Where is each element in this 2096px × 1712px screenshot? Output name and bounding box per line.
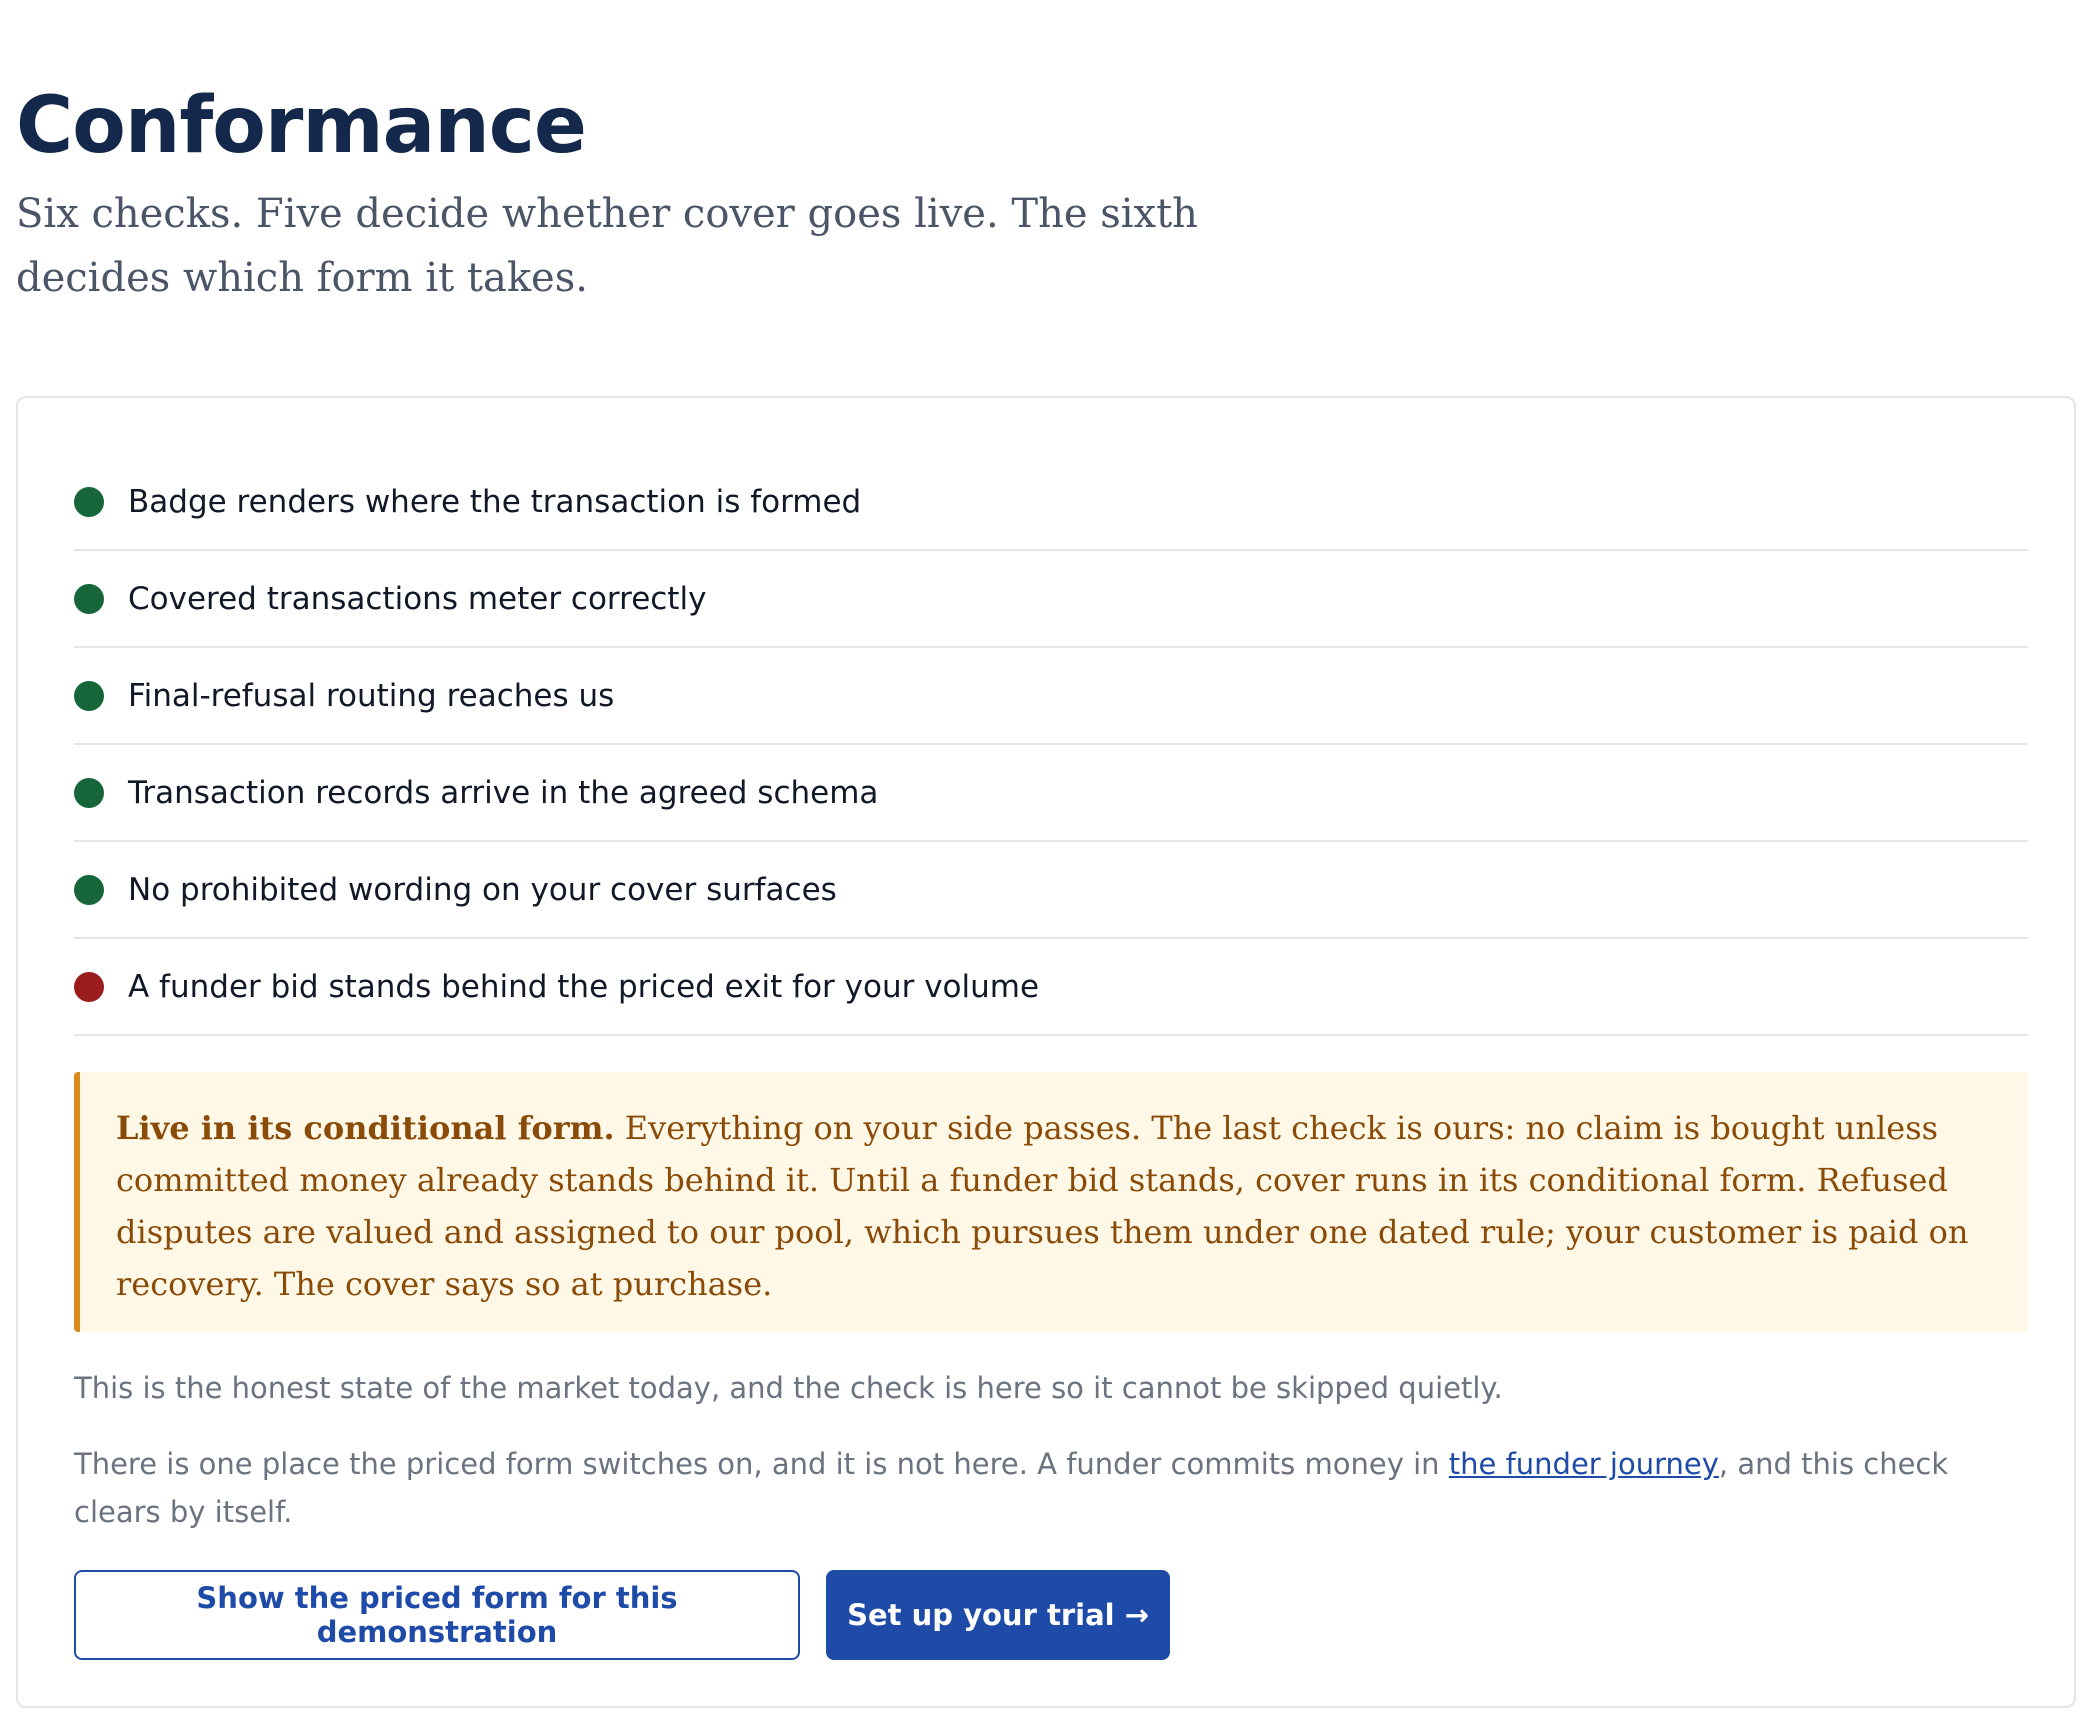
check-label: Final-refusal routing reaches us — [128, 677, 615, 714]
page-subtitle: Six checks. Five decide whether cover goes live. The sixth decides which form it takes. — [16, 191, 1198, 301]
check-item-badge-renders — [74, 454, 2028, 551]
check-label: A funder bid stands behind the priced exit for your volume — [128, 968, 1040, 1005]
check-label: No prohibited wording on your cover surfaces — [128, 871, 837, 908]
conformance-page — [16, 0, 2080, 1649]
show-priced-form-button[interactable] — [74, 1570, 800, 1660]
pass-status-icon — [74, 584, 104, 614]
pass-status-icon — [74, 487, 104, 517]
check-item-final-refusal-routing — [74, 648, 2028, 745]
arrow-right-icon: → — [1124, 1598, 1149, 1632]
notice-heading: Live in its conditional form. — [116, 1109, 615, 1147]
check-label: Badge renders where the transaction is formed — [128, 483, 862, 520]
conditional-form-notice — [74, 1072, 2028, 1332]
show-priced-form-label: Show the priced form for this demonstration — [196, 1581, 678, 1649]
priced-form-note-text: There is one place the priced form switches on, and it is not here. A funder commits money in — [74, 1447, 1449, 1481]
pass-status-icon — [74, 681, 104, 711]
conformance-panel — [16, 396, 2076, 1708]
notice-body: Everything on your side passes. The last check is ours: no claim is bought unless committed money already stands behind it. Until a funder bid stands, cover runs in its conditional form. Refused disputes are valued and assigned to our pool, which pursues them under one dated rule; your customer is paid on recovery. The cover says so at purchase. — [116, 1109, 1969, 1303]
check-label: Transaction records arrive in the agreed schema — [128, 774, 879, 811]
check-item-prohibited-wording — [74, 842, 2028, 939]
check-item-schema — [74, 745, 2028, 842]
check-item-metering — [74, 551, 2028, 648]
priced-form-note-tail: , and this check clears by itself. — [74, 1447, 1949, 1529]
pass-status-icon — [74, 778, 104, 808]
check-item-funder-bid — [74, 939, 2028, 1036]
funder-journey-link[interactable]: the funder journey — [1448, 1447, 1719, 1481]
page-title: Conformance — [16, 81, 586, 171]
pass-status-icon — [74, 875, 104, 905]
set-up-trial-label: Set up your trial — [847, 1598, 1115, 1632]
fail-status-icon — [74, 972, 104, 1002]
set-up-trial-button[interactable] — [826, 1570, 1170, 1660]
market-state-note: This is the honest state of the market today, and the check is here so it cannot be skipped quietly. — [74, 1371, 1503, 1405]
checks-list — [74, 454, 2028, 1036]
priced-form-note — [74, 1440, 2034, 1536]
check-label: Covered transactions meter correctly — [128, 580, 707, 617]
